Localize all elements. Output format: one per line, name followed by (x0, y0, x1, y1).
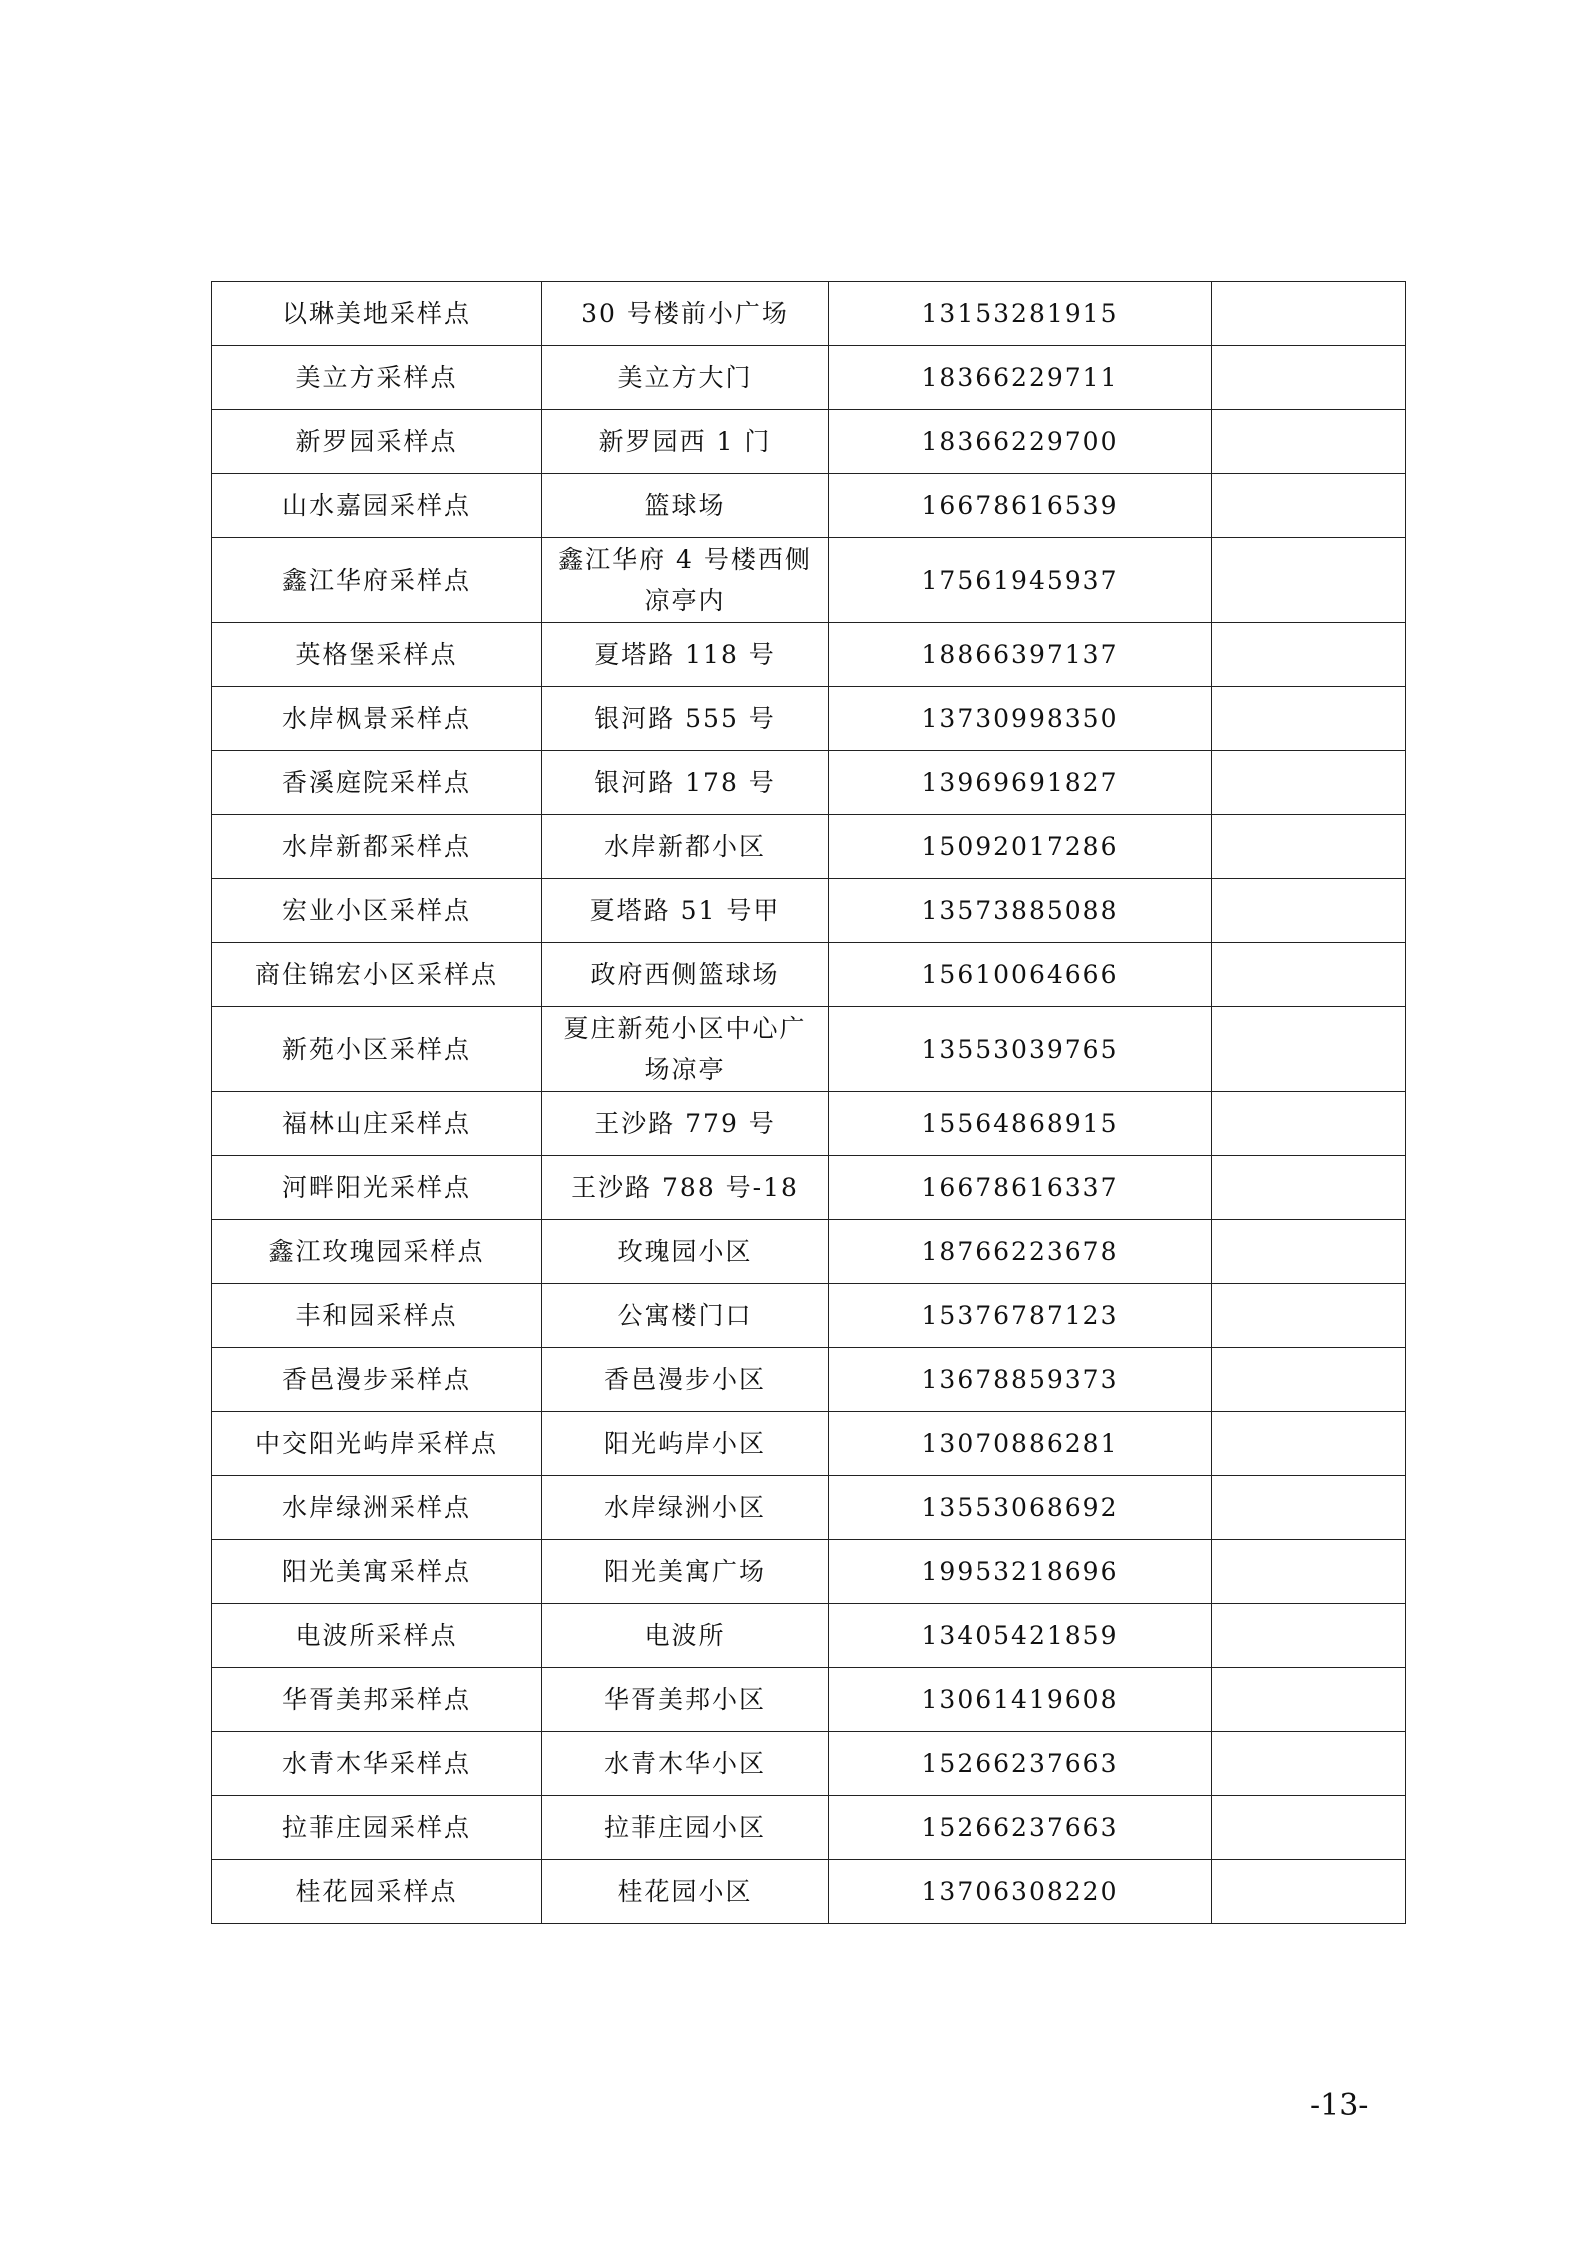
site-location-cell: 政府西侧篮球场 (542, 943, 829, 1007)
site-location-cell: 桂花园小区 (542, 1860, 829, 1924)
site-phone-cell: 15376787123 (829, 1284, 1212, 1348)
site-location-cell: 拉菲庄园小区 (542, 1796, 829, 1860)
site-name-cell: 新罗园采样点 (212, 410, 542, 474)
site-note-cell (1212, 1220, 1406, 1284)
table-row (212, 751, 1406, 815)
table-row (212, 1092, 1406, 1156)
site-name-cell: 桂花园采样点 (212, 1860, 542, 1924)
site-phone-cell: 13153281915 (829, 282, 1212, 346)
site-location-cell: 香邑漫步小区 (542, 1348, 829, 1412)
site-phone-cell: 13553039765 (829, 1007, 1212, 1092)
site-note-cell (1212, 1092, 1406, 1156)
site-name-cell: 商住锦宏小区采样点 (212, 943, 542, 1007)
site-location-cell: 玫瑰园小区 (542, 1220, 829, 1284)
site-location-cell: 阳光美寓广场 (542, 1540, 829, 1604)
table-row (212, 1732, 1406, 1796)
site-phone-cell: 13070886281 (829, 1412, 1212, 1476)
table-row (212, 1348, 1406, 1412)
table-row (212, 1220, 1406, 1284)
table-row (212, 623, 1406, 687)
table-row (212, 346, 1406, 410)
table-row (212, 1284, 1406, 1348)
site-phone-cell: 13706308220 (829, 1860, 1212, 1924)
table-row (212, 1540, 1406, 1604)
site-phone-cell: 13678859373 (829, 1348, 1212, 1412)
table-row (212, 410, 1406, 474)
site-name-cell: 香溪庭院采样点 (212, 751, 542, 815)
site-name-cell: 水岸绿洲采样点 (212, 1476, 542, 1540)
site-phone-cell: 13061419608 (829, 1668, 1212, 1732)
table-row (212, 538, 1406, 623)
site-note-cell (1212, 410, 1406, 474)
site-name-cell: 水岸新都采样点 (212, 815, 542, 879)
site-name-cell: 华胥美邦采样点 (212, 1668, 542, 1732)
site-note-cell (1212, 879, 1406, 943)
site-location-cell: 鑫江华府 4 号楼西侧凉亭内 (542, 538, 829, 623)
site-phone-cell: 15092017286 (829, 815, 1212, 879)
site-note-cell (1212, 1156, 1406, 1220)
table-row (212, 1860, 1406, 1924)
table-row (212, 687, 1406, 751)
site-note-cell (1212, 1007, 1406, 1092)
site-note-cell (1212, 1348, 1406, 1412)
site-note-cell (1212, 538, 1406, 623)
site-note-cell (1212, 1412, 1406, 1476)
site-name-cell: 山水嘉园采样点 (212, 474, 542, 538)
site-name-cell: 鑫江玫瑰园采样点 (212, 1220, 542, 1284)
site-phone-cell: 15610064666 (829, 943, 1212, 1007)
site-location-cell: 篮球场 (542, 474, 829, 538)
site-note-cell (1212, 346, 1406, 410)
site-note-cell (1212, 623, 1406, 687)
site-phone-cell: 16678616539 (829, 474, 1212, 538)
site-phone-cell: 18866397137 (829, 623, 1212, 687)
table-body (212, 282, 1406, 1924)
site-name-cell: 丰和园采样点 (212, 1284, 542, 1348)
site-note-cell (1212, 1476, 1406, 1540)
site-location-cell: 水岸绿洲小区 (542, 1476, 829, 1540)
table-row (212, 1796, 1406, 1860)
site-phone-cell: 13969691827 (829, 751, 1212, 815)
table-row (212, 1476, 1406, 1540)
site-name-cell: 水岸枫景采样点 (212, 687, 542, 751)
table-row (212, 1668, 1406, 1732)
site-location-cell: 电波所 (542, 1604, 829, 1668)
site-phone-cell: 13405421859 (829, 1604, 1212, 1668)
table-row (212, 1412, 1406, 1476)
site-name-cell: 英格堡采样点 (212, 623, 542, 687)
site-phone-cell: 15564868915 (829, 1092, 1212, 1156)
site-location-cell: 美立方大门 (542, 346, 829, 410)
site-phone-cell: 13730998350 (829, 687, 1212, 751)
table-row (212, 1156, 1406, 1220)
site-note-cell (1212, 1604, 1406, 1668)
site-location-cell: 王沙路 788 号-18 (542, 1156, 829, 1220)
site-phone-cell: 16678616337 (829, 1156, 1212, 1220)
site-name-cell: 河畔阳光采样点 (212, 1156, 542, 1220)
table-row (212, 943, 1406, 1007)
sampling-sites-table (211, 281, 1406, 1924)
table-row (212, 474, 1406, 538)
site-note-cell (1212, 1284, 1406, 1348)
site-location-cell: 华胥美邦小区 (542, 1668, 829, 1732)
site-location-cell: 30 号楼前小广场 (542, 282, 829, 346)
table-row (212, 1007, 1406, 1092)
table-row (212, 1604, 1406, 1668)
site-name-cell: 美立方采样点 (212, 346, 542, 410)
site-note-cell (1212, 1540, 1406, 1604)
site-location-cell: 银河路 555 号 (542, 687, 829, 751)
site-location-cell: 夏塔路 51 号甲 (542, 879, 829, 943)
site-note-cell (1212, 1668, 1406, 1732)
site-location-cell: 夏庄新苑小区中心广场凉亭 (542, 1007, 829, 1092)
table-row (212, 879, 1406, 943)
site-location-cell: 水青木华小区 (542, 1732, 829, 1796)
table-row (212, 815, 1406, 879)
site-note-cell (1212, 1796, 1406, 1860)
site-phone-cell: 18366229700 (829, 410, 1212, 474)
site-name-cell: 拉菲庄园采样点 (212, 1796, 542, 1860)
site-name-cell: 阳光美寓采样点 (212, 1540, 542, 1604)
site-note-cell (1212, 815, 1406, 879)
site-note-cell (1212, 751, 1406, 815)
site-note-cell (1212, 282, 1406, 346)
site-name-cell: 水青木华采样点 (212, 1732, 542, 1796)
site-phone-cell: 13553068692 (829, 1476, 1212, 1540)
site-phone-cell: 15266237663 (829, 1732, 1212, 1796)
site-location-cell: 王沙路 779 号 (542, 1092, 829, 1156)
site-note-cell (1212, 943, 1406, 1007)
site-name-cell: 以琳美地采样点 (212, 282, 542, 346)
site-name-cell: 福林山庄采样点 (212, 1092, 542, 1156)
site-location-cell: 水岸新都小区 (542, 815, 829, 879)
table-row (212, 282, 1406, 346)
site-name-cell: 新苑小区采样点 (212, 1007, 542, 1092)
site-name-cell: 中交阳光屿岸采样点 (212, 1412, 542, 1476)
site-note-cell (1212, 474, 1406, 538)
site-phone-cell: 17561945937 (829, 538, 1212, 623)
site-note-cell (1212, 1732, 1406, 1796)
site-note-cell (1212, 687, 1406, 751)
site-location-cell: 公寓楼门口 (542, 1284, 829, 1348)
site-name-cell: 电波所采样点 (212, 1604, 542, 1668)
site-location-cell: 阳光屿岸小区 (542, 1412, 829, 1476)
site-phone-cell: 19953218696 (829, 1540, 1212, 1604)
site-location-cell: 新罗园西 1 门 (542, 410, 829, 474)
site-phone-cell: 15266237663 (829, 1796, 1212, 1860)
site-name-cell: 宏业小区采样点 (212, 879, 542, 943)
page-number: -13- (1310, 2088, 1369, 2123)
site-name-cell: 鑫江华府采样点 (212, 538, 542, 623)
site-phone-cell: 18366229711 (829, 346, 1212, 410)
site-location-cell: 银河路 178 号 (542, 751, 829, 815)
site-location-cell: 夏塔路 118 号 (542, 623, 829, 687)
site-phone-cell: 13573885088 (829, 879, 1212, 943)
site-note-cell (1212, 1860, 1406, 1924)
site-name-cell: 香邑漫步采样点 (212, 1348, 542, 1412)
site-phone-cell: 18766223678 (829, 1220, 1212, 1284)
